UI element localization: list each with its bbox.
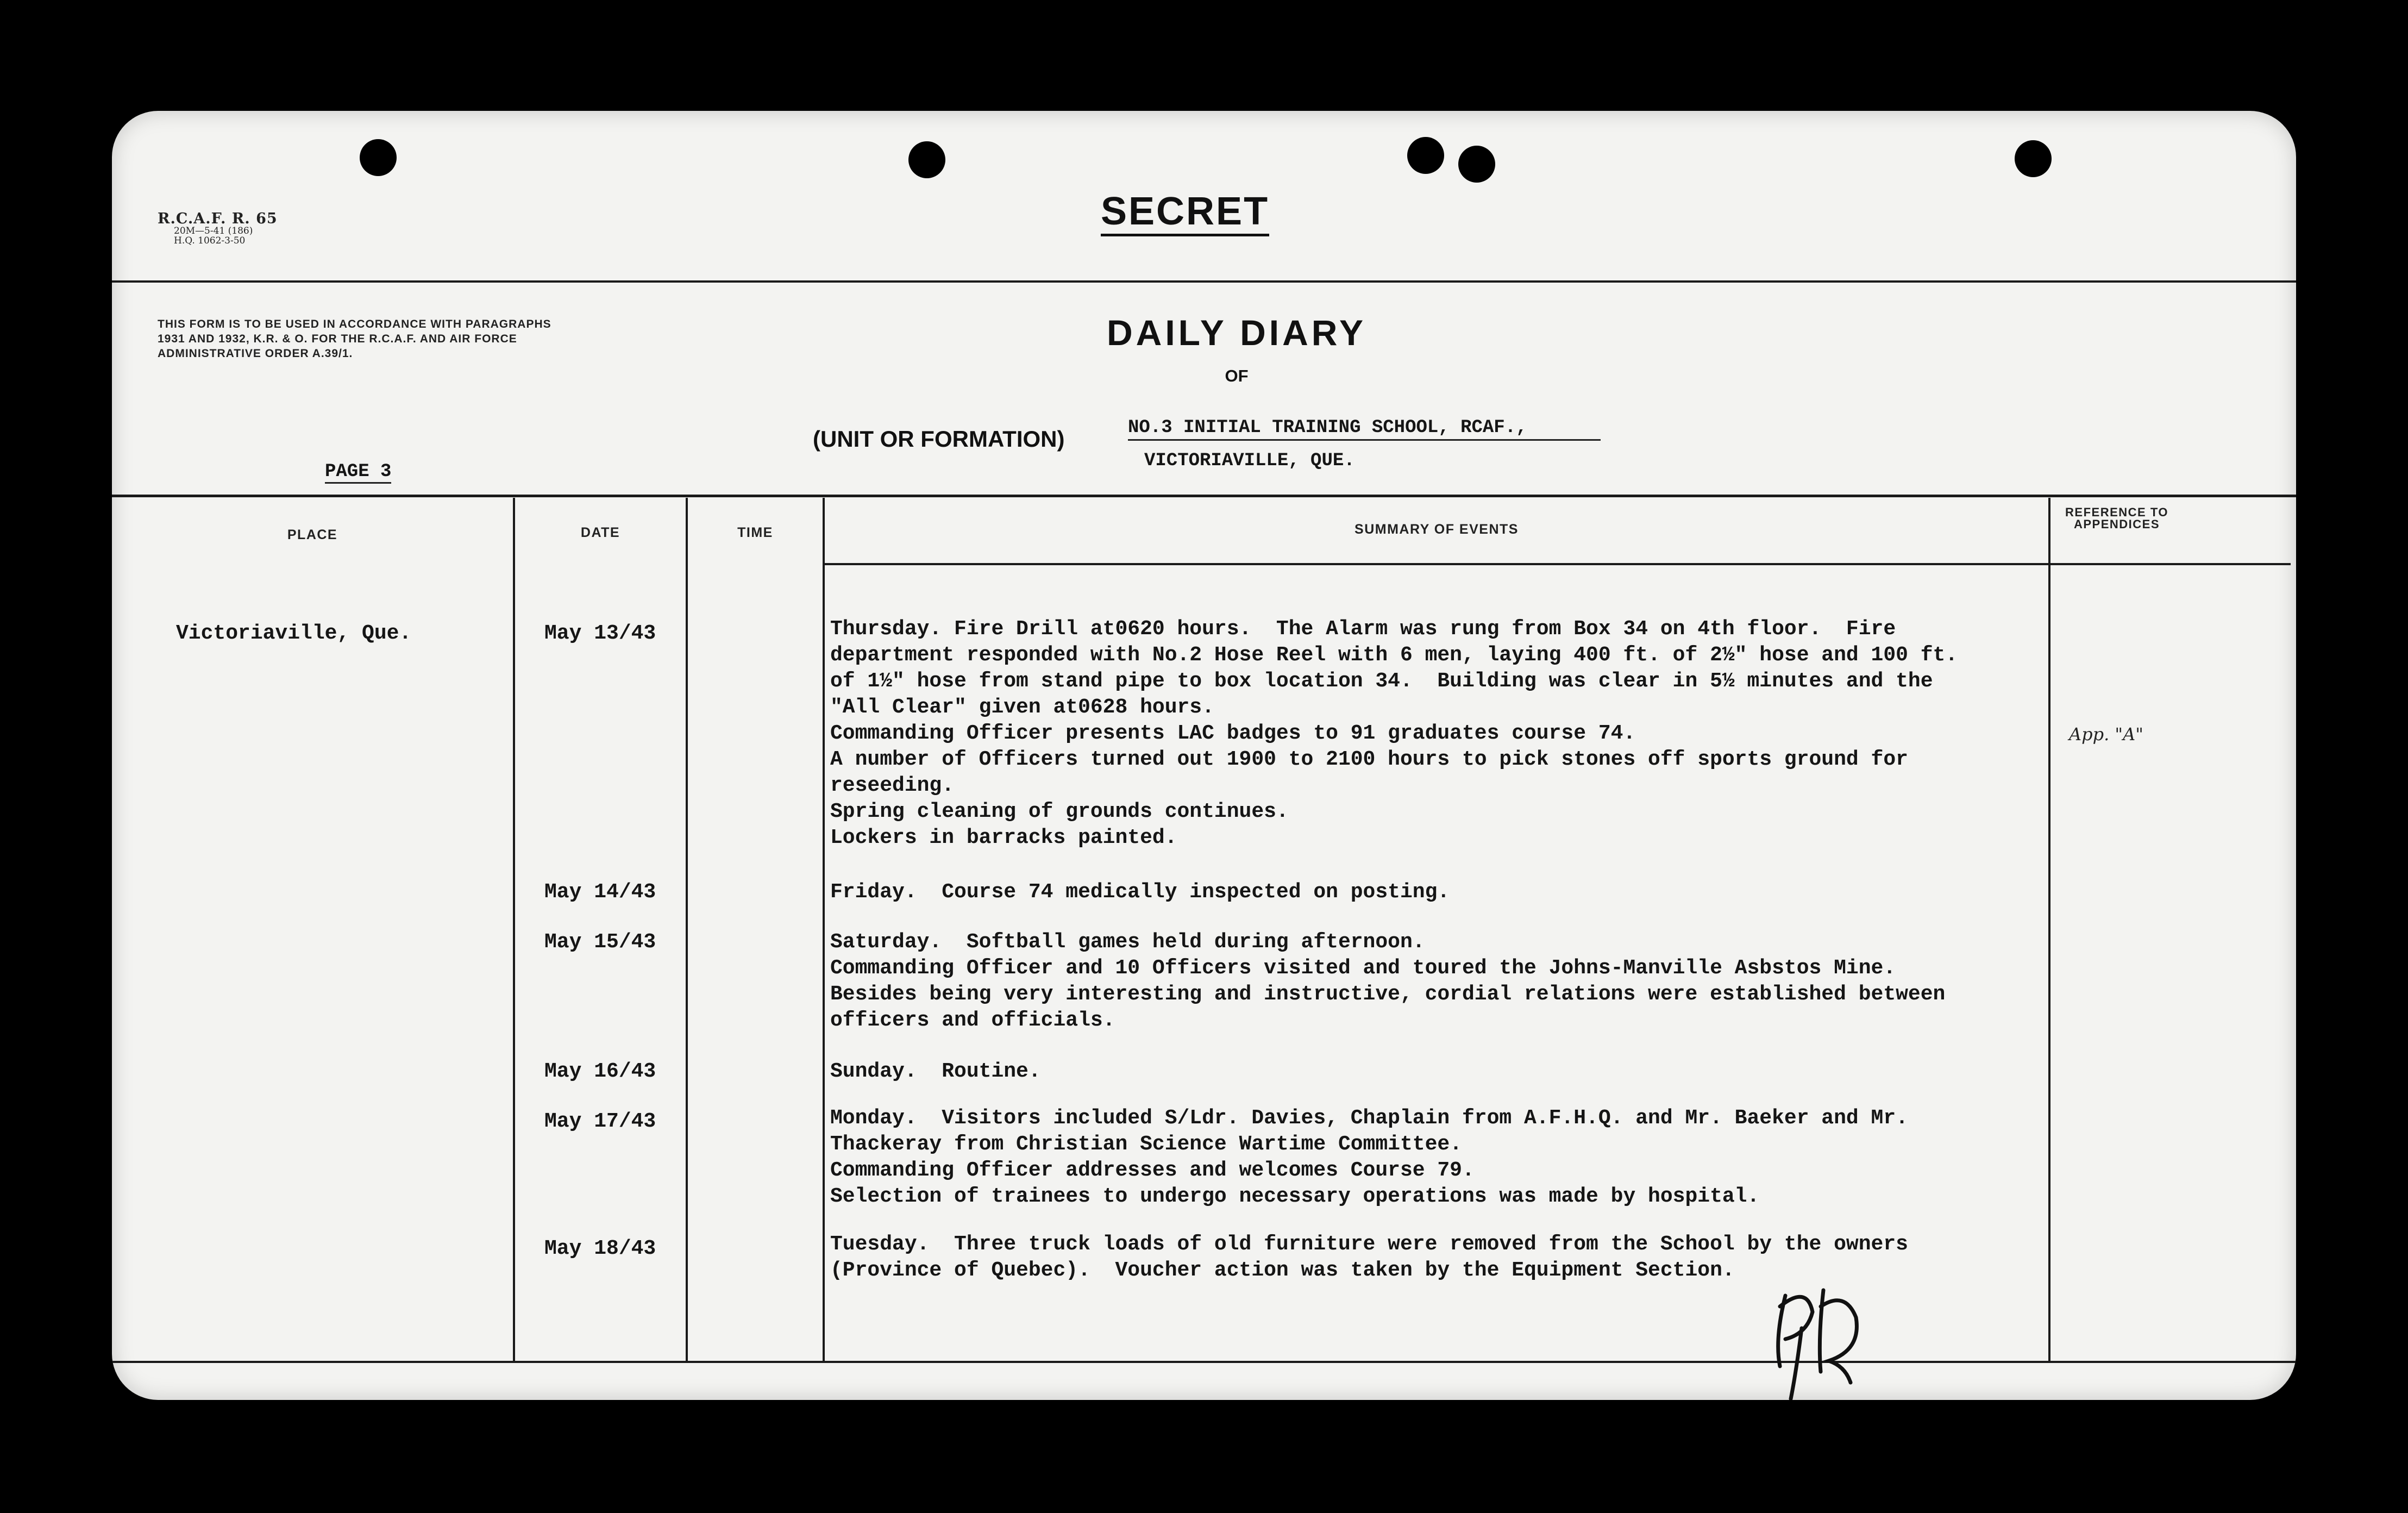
place-cell: Victoriaville, Que. (176, 622, 412, 645)
summary-line: Thursday. Fire Drill at0620 hours. The Alarm was rung from Box 34 on 4th floor. Fire (830, 617, 1896, 641)
summary-line: Selection of trainees to undergo necessary operations was made by hospital. (830, 1185, 1760, 1208)
summary-line: reseeding. (830, 774, 955, 797)
summary-line: department responded with No.2 Hose Reel with 6 men, laying 400 ft. of 2½" hose and 100 ft. (830, 643, 1958, 667)
unit-location: VICTORIAVILLE, QUE. (1144, 451, 1355, 471)
punch-hole (1458, 146, 1495, 183)
form-number-block (158, 211, 278, 246)
column-header-rule (824, 563, 2291, 565)
column-header-appendices: REFERENCE TO APPENDICES (2065, 505, 2168, 531)
punch-hole (360, 139, 397, 176)
column-header-place: PLACE (287, 527, 338, 542)
summary-line: Commanding Officer presents LAC badges to 91 graduates course 74. (830, 722, 1636, 745)
summary-line: Monday. Visitors included S/Ldr. Davies, Chaplain from A.F.H.Q. and Mr. Baeker and Mr. (830, 1106, 1908, 1130)
form-number: R.C.A.F. R. 65 (158, 210, 278, 227)
date-cell: May 17/43 (544, 1110, 656, 1133)
summary-line: Spring cleaning of grounds continues. (830, 800, 1289, 823)
table-bottom-rule (112, 1361, 2296, 1363)
summary-line: Lockers in barracks painted. (830, 826, 1177, 849)
appendix-reference: App. "A" (2069, 724, 2143, 745)
date-cell: May 16/43 (544, 1060, 656, 1083)
classification-heading: SECRET (1101, 191, 1269, 236)
column-divider (2048, 498, 2050, 1362)
summary-line: Tuesday. Three truck loads of old furniture were removed from the School by the owners (830, 1233, 1908, 1256)
summary-line: Commanding Officer and 10 Officers visited and toured the Johns-Manville Asbstos Mine. (830, 956, 1896, 980)
date-cell: May 14/43 (544, 880, 656, 904)
unit-name: NO.3 INITIAL TRAINING SCHOOL, RCAF., (1128, 417, 1601, 441)
summary-line: Friday. Course 74 medically inspected on posting. (830, 880, 1450, 904)
date-cell: May 18/43 (544, 1237, 656, 1260)
punch-hole (908, 141, 945, 178)
table-top-rule (112, 495, 2296, 497)
handwritten-initials-signature (1764, 1274, 1883, 1400)
summary-line: Besides being very interesting and instructive, cordial relations were established between (830, 983, 1946, 1006)
punch-hole (2015, 140, 2052, 177)
diary-page (112, 111, 2296, 1400)
diary-of-label: OF (1225, 366, 1249, 385)
hq-reference: H.Q. 1062-3-50 (174, 235, 246, 247)
unit-formation-label: (UNIT OR FORMATION) (813, 426, 1065, 452)
summary-line: (Province of Quebec). Voucher action was taken by the Equipment Section. (830, 1259, 1735, 1282)
summary-line: A number of Officers turned out 1900 to 2100 hours to pick stones off sports ground for (830, 748, 1908, 771)
date-cell: May 15/43 (544, 930, 656, 954)
print-code: 20M—5-41 (186) (174, 226, 253, 237)
form-instructions: THIS FORM IS TO BE USED IN ACCORDANCE WITH PARAGRAPHS 1931 AND 1932, K.R. & O. FOR THE R.C.A.F. AND AIR FORCE ADMINISTRATIVE ORDER A.39/1. (158, 318, 551, 360)
punch-hole (1407, 137, 1444, 174)
summary-line: "All Clear" given at0628 hours. (830, 696, 1214, 719)
column-header-time: TIME (737, 525, 773, 540)
page-number: PAGE 3 (325, 461, 391, 484)
summary-line: Commanding Officer addresses and welcomes Course 79. (830, 1159, 1475, 1182)
column-divider (686, 498, 688, 1362)
column-header-summary: SUMMARY OF EVENTS (1354, 522, 1519, 537)
date-cell: May 13/43 (544, 622, 656, 645)
summary-line: Sunday. Routine. (830, 1060, 1041, 1083)
summary-line: Saturday. Softball games held during afternoon. (830, 930, 1425, 954)
column-divider (823, 498, 825, 1362)
column-header-date: DATE (580, 525, 620, 540)
column-divider (513, 498, 515, 1362)
summary-line: officers and officials. (830, 1009, 1115, 1032)
header-rule (112, 280, 2296, 283)
summary-line: of 1½" hose from stand pipe to box location 34. Building was clear in 5½ minutes and the (830, 670, 1933, 693)
summary-line: Thackeray from Christian Science Wartime Committee. (830, 1133, 1462, 1156)
diary-title: DAILY DIARY (1107, 312, 1366, 353)
